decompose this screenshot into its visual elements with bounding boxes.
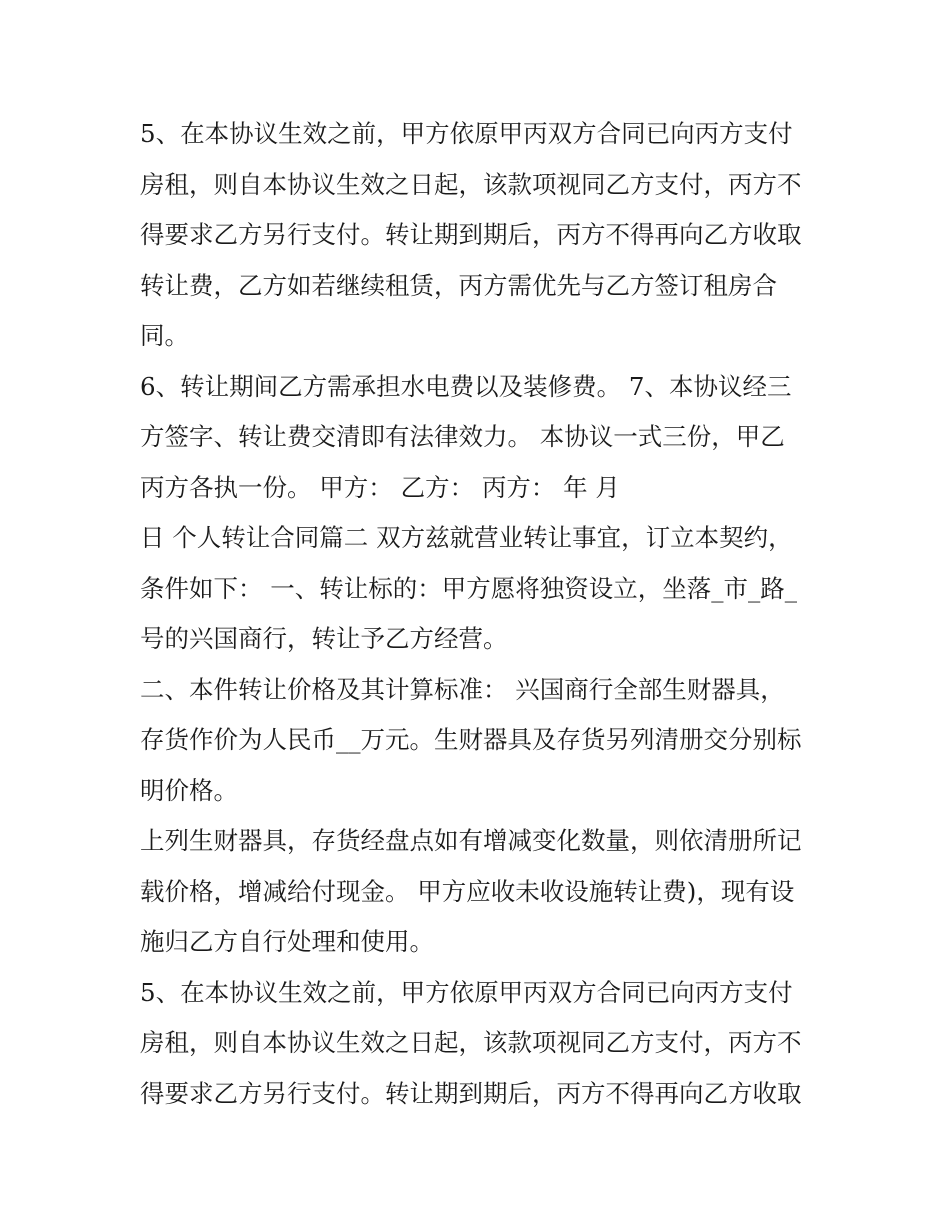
text-line-10: 条件如下： 一、转让标的：甲方愿将独资设立，坐落_市_路_ — [140, 573, 798, 603]
text-line-11: 号的兴国商行，转让予乙方经营。 — [140, 624, 508, 653]
text-line-7: 方签字、转让费交清即有法律效力。 本协议一式三份，甲乙 — [140, 422, 785, 451]
text-line-15: 上列生财器具，存货经盘点如有增减变化数量，则依清册所记 — [140, 826, 802, 855]
text-line-17: 施归乙方自行处理和使用。 — [140, 927, 434, 956]
text-line-19: 房租，则自本协议生效之日起，该款项视同乙方支付，丙方不 — [140, 1028, 802, 1057]
document-body — [140, 109, 820, 1119]
text-line-20: 得要求乙方另行支付。转让期到期后，丙方不得再向乙方收取 — [140, 1078, 802, 1108]
text-line-14: 明价格。 — [140, 775, 238, 805]
text-line-13: 存货作价为人民币__万元。生财器具及存货另列清册交分别标 — [140, 725, 802, 754]
text-line-8: 丙方各执一份。 甲方： 乙方： 丙方： 年 月 — [140, 472, 620, 502]
text-line-1: 5、在本协议生效之前，甲方依原甲丙双方合同已向丙方支付 — [140, 119, 793, 148]
text-line-3: 得要求乙方另行支付。转让期到期后，丙方不得再向乙方收取 — [140, 220, 802, 249]
text-line-9: 日 个人转让合同篇二 双方兹就营业转让事宜，订立本契约， — [140, 523, 793, 552]
text-line-4: 转让费，乙方如若继续租赁，丙方需优先与乙方签订租房合 — [140, 270, 777, 300]
text-line-5: 同。 — [140, 321, 189, 350]
text-line-12: 二、本件转让价格及其计算标准： 兴国商行全部生财器具， — [140, 674, 785, 704]
text-line-18: 5、在本协议生效之前，甲方依原甲丙双方合同已向丙方支付 — [140, 977, 793, 1007]
text-line-2: 房租，则自本协议生效之日起，该款项视同乙方支付，丙方不 — [140, 169, 802, 199]
text-line-16: 载价格，增减给付现金。 甲方应收未收设施转让费)，现有设 — [140, 876, 795, 906]
text-line-6: 6、转让期间乙方需承担水电费以及装修费。 7、本协议经三 — [140, 371, 792, 401]
